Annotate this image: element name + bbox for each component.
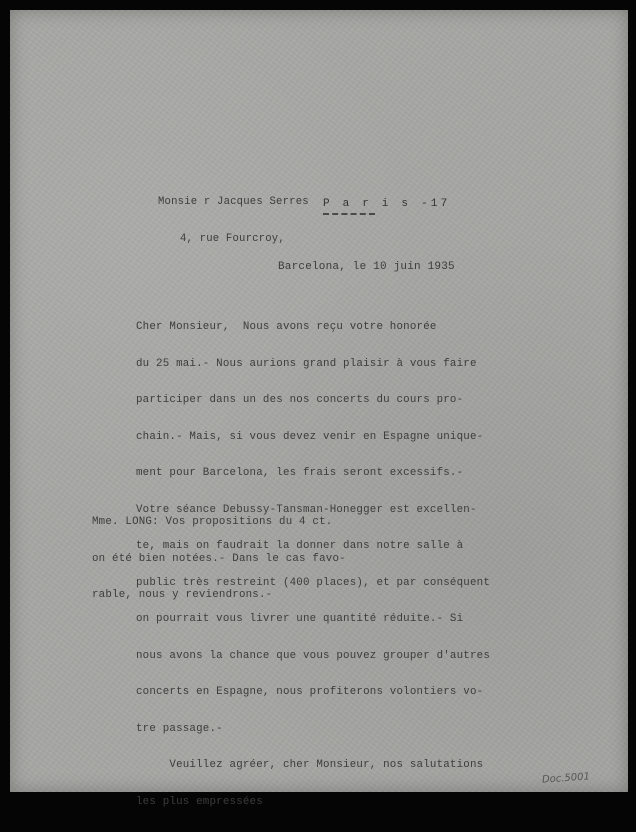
body-line: Cher Monsieur, Nous avons reçu votre honorée [136,321,437,333]
body-line: ment pour Barcelona, les frais seront excessifs.- [136,467,464,479]
recipient-city: P a r i s -17 [323,198,451,210]
dateline: Barcelona, le 10 juin 1935 [278,261,455,273]
archive-stamp: Doc.5001 [541,771,591,786]
recipient-address [158,172,309,269]
body-line: public très restreint (400 places), et par conséquent [136,576,490,589]
closing-line: les plus empressées [136,795,263,808]
note-line: on été bien notées.- Dans le cas favo- [92,552,346,565]
closing-line: Veuillez agréer, cher Monsieur, nos salutations [136,759,484,771]
city-underline [323,213,375,215]
note-line: Mme. LONG: Vos propositions du 4 ct. [92,516,333,528]
body-line: concerts en Espagne, nous profiterons volontiers vo- [136,686,484,698]
body-line: chain.- Mais, si vous devez venir en Espagne unique- [136,430,484,443]
note-line: rable, nous y reviendrons.- [92,589,273,601]
body-line: tre passage.- [136,722,223,735]
body-line: participer dans un des nos concerts du cours pro- [136,394,464,406]
body-line: te, mais on faudrait la donner dans notre salle à [136,540,464,552]
recipient-street: 4, rue Fourcroy, [180,232,285,245]
body-line: Votre séance Debussy-Tansman-Honegger est excellen- [136,503,477,516]
recipient-name: Monsie r Jacques Serres [158,196,309,208]
body-line: on pourrait vous livrer une quantité réduite.- Si [136,613,464,625]
memo-note [92,492,346,626]
letter-page [10,10,628,808]
body-line: nous avons la chance que vous pouvez grouper d'autres [136,649,490,662]
body-line: du 25 mai.- Nous aurions grand plaisir à vous faire [136,357,477,370]
